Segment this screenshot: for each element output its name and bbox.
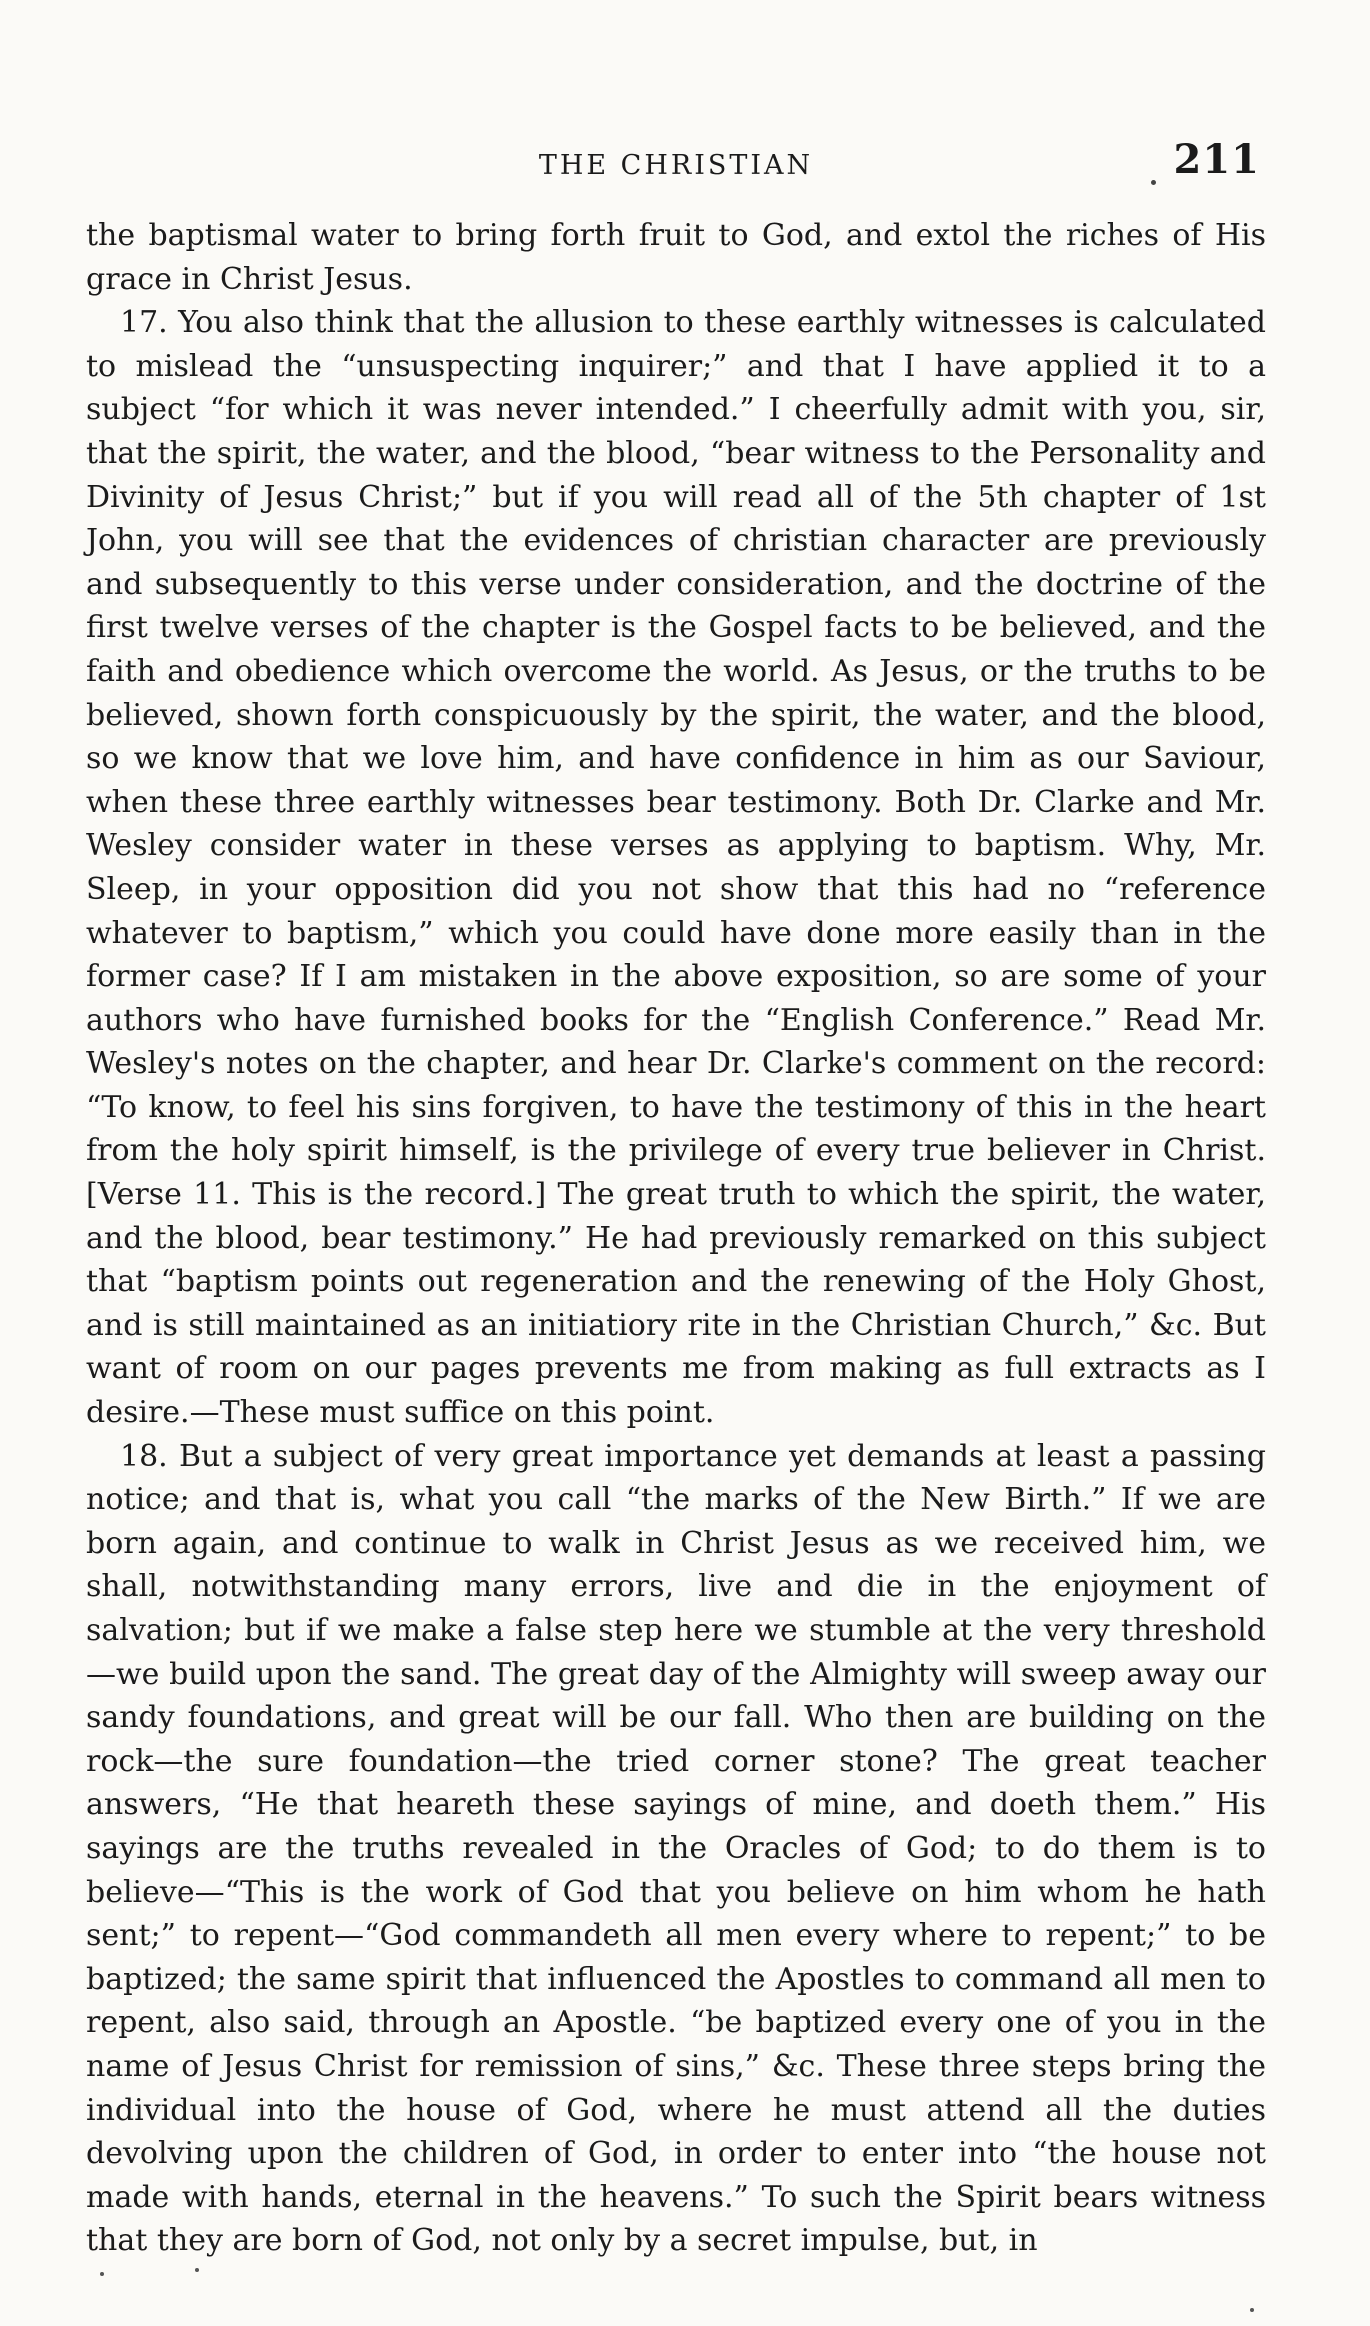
paragraph-17: 17. You also think that the allusion to these earthly witnesses is calculated to mislead the “unsuspecting inquirer;” and that I have applied it to a subject “for which it was never intended.” I cheerfully admit with you, sir, that the spirit, the water, and the blood, “bear witness to the Personality and Divinity of Jesus Christ;” but if you will read all of the 5th chapter of 1st John, you will see that the evidences of christian character are previously and subsequently to this verse under consideration, and the doctrine of the first twelve verses of the chapter is the Gospel facts to be believed, and the faith and obedience which overcome the world. As Jesus, or the truths to be believed, shown forth conspicuously by the spirit, the water, and the blood, so we know that we love him, and have confidence in him as our Saviour, when these three earthly witnesses bear testimony. Both Dr. Clarke and Mr. Wesley consider water in these verses as applying to baptism. Why, Mr. Sleep, in your opposition did you not show that this had no “reference whatever to baptism,” which you could have done more easily than in the former case? If I am mistaken in the above exposition, so are some of your authors who have furnished books for the “English Conference.” Read Mr. Wesley's notes on the chapter, and hear Dr. Clarke's comment on the record: “To know, to feel his sins forgiven, to have the testimony of this in the heart from the holy spirit himself, is the privilege of every true believer in Christ. [Verse 11. This is the record.] The great truth to which the spirit, the water, and the blood, bear testimony.” He had previously remarked on this subject that “baptism points out regeneration and the renewing of the Holy Ghost, and is still maintained as an initiatiory rite in the Christian Church,” &c. But want of room on our pages prevents me from making as full extracts as I desire.—These must suffice on this point. [86, 305, 1266, 1431]
paragraph-continued: the baptismal water to bring forth fruit to God, and extol the riches of His grace in Christ Jesus. [86, 218, 1266, 297]
running-head [86, 128, 1266, 194]
running-title: THE CHRISTIAN [538, 150, 814, 181]
print-speck [195, 2268, 199, 2272]
body-text [86, 214, 1266, 2263]
print-speck [1151, 180, 1156, 185]
paragraph-18: 18. But a subject of very great importance yet demands at least a passing notice; and that is, what you call “the marks of the New Birth.” If we are born again, and continue to walk in Christ Jesus as we received him, we shall, notwithstanding many errors, live and die in the enjoyment of salvation; but if we make a false step here we stumble at the very threshold—we build upon the sand. The great day of the Almighty will sweep away our sandy foundations, and great will be our fall. Who then are building on the rock—the sure foundation—the tried corner stone? The great teacher answers, “He that heareth these sayings of mine, and doeth them.” His sayings are the truths revealed in the Oracles of God; to do them is to believe—“This is the work of God that you believe on him whom he hath sent;” to repent—“God commandeth all men every where to repent;” to be baptized; the same spirit that influenced the Apostles to command all men to repent, also said, through an Apostle. “be baptized every one of you in the name of Jesus Christ for remission of sins,” &c. These three steps bring the individual into the house of God, where he must attend all the duties devolving upon the children of God, in order to enter into “the house not made with hands, eternal in the heavens.” To such the Spirit bears witness that they are born of God, not only by a secret impulse, but, in [86, 1438, 1266, 2259]
print-speck [100, 2272, 104, 2276]
page-number: 211 [1173, 136, 1260, 183]
book-page [86, 128, 1266, 2263]
print-speck [1250, 2308, 1254, 2312]
